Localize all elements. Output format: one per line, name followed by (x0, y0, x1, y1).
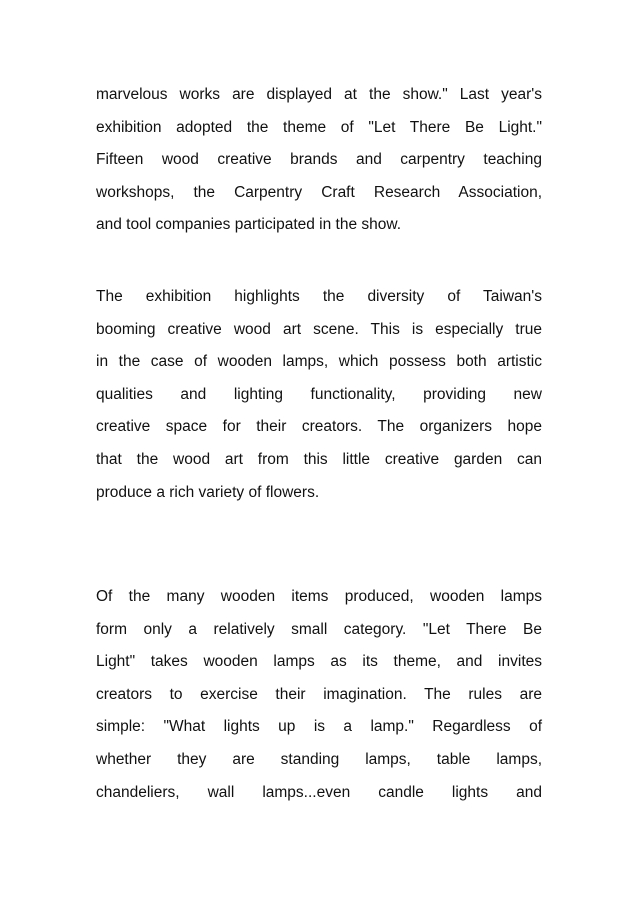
text-line: exhibition adopted the theme of "Let There Be Light." (96, 118, 542, 136)
text-line: marvelous works are displayed at the show." Last year's (96, 86, 542, 103)
text-line: Light" takes wooden lamps as its theme, and invites (96, 653, 542, 671)
text-line: form only a relatively small category. "Let There Be (96, 620, 542, 638)
text-line: in the case of wooden lamps, which possess both artistic (96, 353, 542, 371)
text-line: The exhibition highlights the diversity of Taiwan's (96, 288, 542, 305)
text-line: creative space for their creators. The organizers hope (96, 418, 542, 436)
text-line: creators to exercise their imagination. The rules are (96, 685, 542, 703)
paragraph-exhibition-highlights (96, 281, 542, 509)
text-line: and tool companies participated in the show. (96, 216, 402, 234)
text-line: simple: "What lights up is a lamp." Regardless of (96, 718, 542, 736)
text-line: qualities and lighting functionality, providing new (96, 385, 542, 403)
text-line: produce a rich variety of flowers. (96, 483, 320, 501)
text-line: booming creative wood art scene. This is especially true (96, 320, 542, 338)
paragraph-wooden-lamps (96, 581, 542, 809)
text-line: Of the many wooden items produced, wooden lamps (96, 588, 542, 605)
text-line: that the wood art from this little creative garden can (96, 450, 542, 468)
text-line: whether they are standing lamps, table lamps, (96, 750, 542, 768)
text-line: chandeliers, wall lamps...even candle lights and (96, 783, 542, 801)
paragraph-exhibition-theme (96, 79, 542, 242)
text-line: Fifteen wood creative brands and carpentry teaching (96, 151, 542, 169)
text-line: workshops, the Carpentry Craft Research Association, (96, 183, 542, 201)
